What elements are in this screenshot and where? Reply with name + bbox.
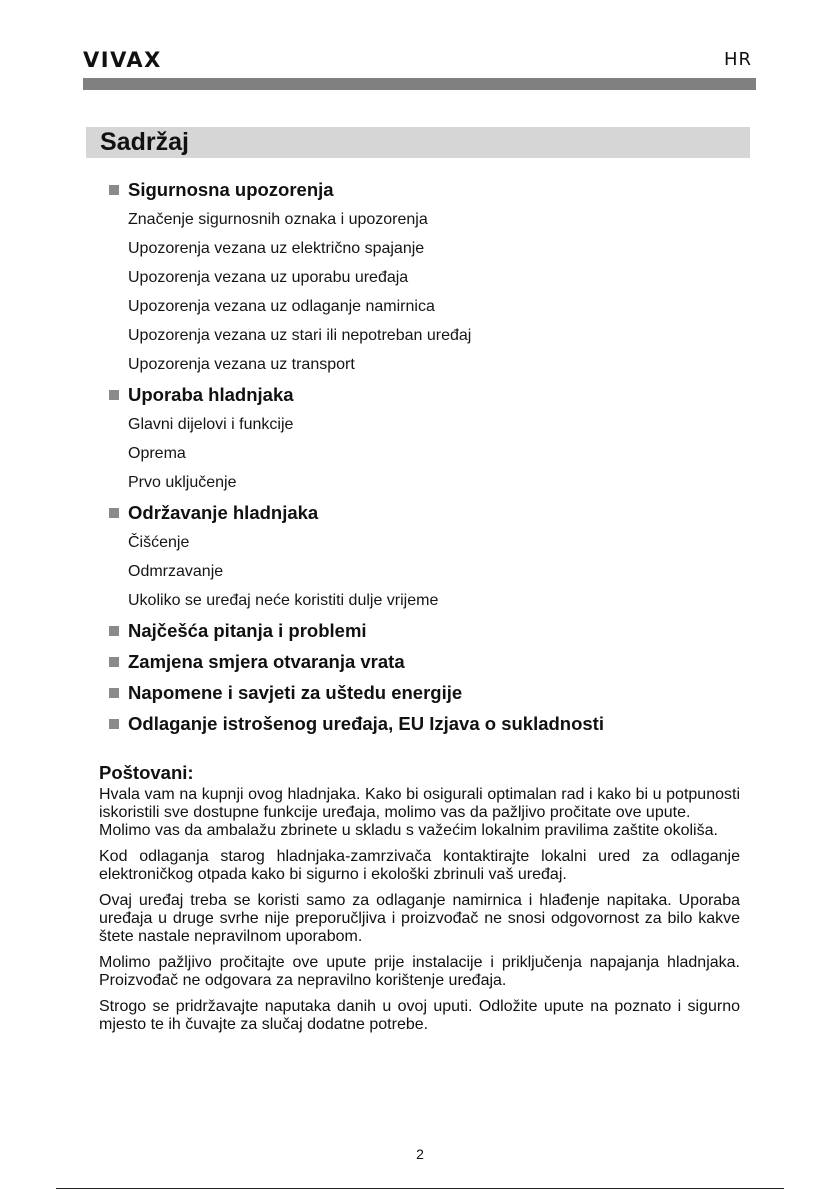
square-bullet-icon	[109, 185, 119, 195]
square-bullet-icon	[109, 688, 119, 698]
square-bullet-icon	[109, 719, 119, 729]
toc-heading: Zamjena smjera otvaranja vrata	[128, 651, 405, 672]
toc-item: Prvo uključenje	[128, 474, 237, 491]
toc-item: Ukoliko se uređaj neće koristiti dulje vrijeme	[128, 592, 439, 609]
toc-heading: Sigurnosna upozorenja	[128, 179, 334, 200]
greeting-heading: Poštovani:	[99, 762, 194, 783]
page-header	[83, 46, 756, 76]
paragraph: Kod odlaganja starog hladnjaka-zamrzivača kontaktirajte lokalni ured za odlaganje elektroničkog otpada kako bi sigurno i ekološki zbrinuli vaš uređaj.	[99, 848, 740, 883]
toc-section-door-reversal	[108, 646, 748, 677]
toc-item: Oprema	[128, 445, 186, 462]
toc-heading: Napomene i savjeti za uštedu energije	[128, 682, 463, 703]
page-title: Sadržaj	[100, 128, 189, 156]
toc-item: Odmrzavanje	[128, 563, 224, 580]
brand-logo: VIVAX	[83, 48, 162, 72]
square-bullet-icon	[109, 657, 119, 667]
toc-section-faq	[108, 615, 748, 646]
title-bar	[86, 127, 750, 158]
header-divider-bar	[83, 78, 756, 90]
toc-section-safety	[108, 174, 748, 205]
paragraph: Molimo vas da ambalažu zbrinete u skladu s važećim lokalnim pravilima zaštite okoliša.	[99, 822, 718, 839]
paragraph: Hvala vam na kupnji ovog hladnjaka. Kako bi osigurali optimalan rad i kako bi u potpunosti iskoristili sve dostupne funkcije uređaja, molimo vas da pažljivo pročitate ove upute.	[99, 786, 740, 821]
toc-heading: Najčešća pitanja i problemi	[128, 620, 367, 641]
footer-divider	[56, 1188, 784, 1189]
toc-heading: Održavanje hladnjaka	[128, 502, 319, 523]
toc-section-energy	[108, 677, 748, 708]
toc-heading: Uporaba hladnjaka	[128, 384, 294, 405]
paragraph: Molimo pažljivo pročitajte ove upute prije instalacije i priključenja napajanja hladnjaka. Proizvođač ne odgovara za nepravilno korištenje uređaja.	[99, 954, 740, 989]
page-number: 2	[416, 1146, 424, 1162]
square-bullet-icon	[109, 508, 119, 518]
toc-item: Značenje sigurnosnih oznaka i upozorenja	[128, 211, 428, 228]
toc-item: Čišćenje	[128, 534, 190, 551]
square-bullet-icon	[109, 390, 119, 400]
paragraph: Ovaj uređaj treba se koristi samo za odlaganje namirnica i hlađenje napitaka. Uporaba uređaja u druge svrhe nije preporučljiva i proizvođač ne snosi odgovornost za bilo kakve štete nastale nepravilnom uporabom.	[99, 892, 740, 945]
toc-section-maintenance	[108, 497, 748, 528]
intro-text	[99, 762, 740, 1042]
toc-item: Glavni dijelovi i funkcije	[128, 416, 294, 433]
toc-item: Upozorenja vezana uz stari ili nepotreban uređaj	[128, 327, 472, 344]
toc-item: Upozorenja vezana uz odlaganje namirnica	[128, 298, 435, 315]
toc-section-disposal	[108, 708, 748, 739]
toc-item: Upozorenja vezana uz električno spajanje	[128, 240, 425, 257]
toc-heading: Odlaganje istrošenog uređaja, EU Izjava o sukladnosti	[128, 713, 604, 734]
toc-item: Upozorenja vezana uz uporabu uređaja	[128, 269, 409, 286]
table-of-contents	[108, 174, 748, 739]
paragraph: Strogo se pridržavajte naputaka danih u ovoj uputi. Odložite upute na poznato i sigurno mjesto te ih čuvajte za slučaj dodatne potrebe.	[99, 998, 740, 1033]
language-code: HR	[723, 49, 752, 70]
toc-item: Upozorenja vezana uz transport	[128, 356, 355, 373]
square-bullet-icon	[109, 626, 119, 636]
toc-section-usage	[108, 379, 748, 410]
